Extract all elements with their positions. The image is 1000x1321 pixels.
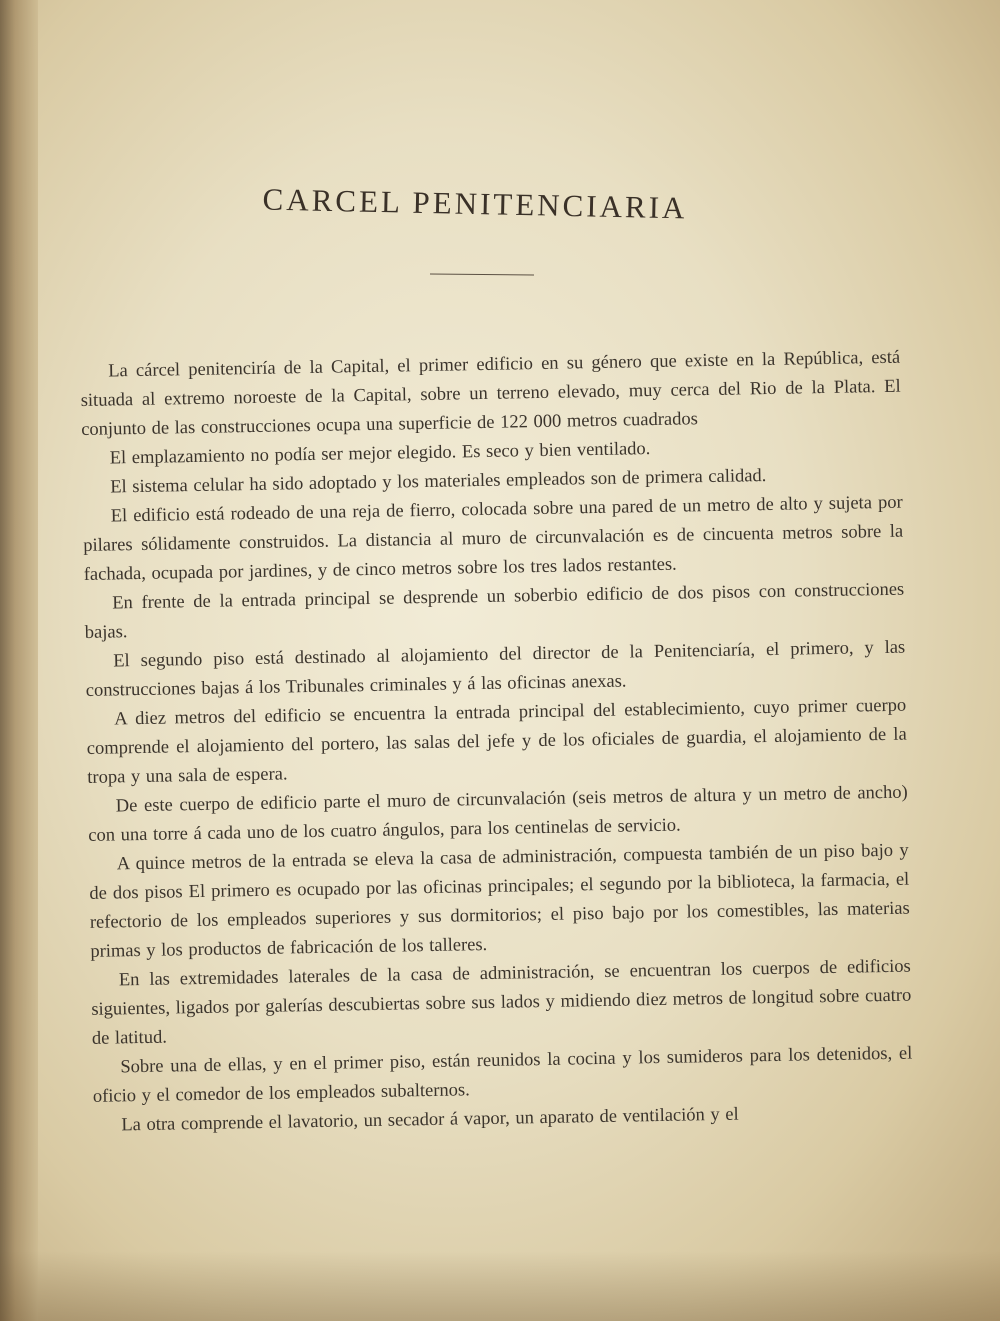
body-text (80, 344, 914, 1141)
title-divider (430, 274, 534, 276)
paragraph: En frente de la entrada principal se desprende un soberbio edificio de dos pisos con construcciones bajas. (84, 579, 905, 643)
paragraph: El emplazamiento no podía ser mejor elegido. Es seco y bien ventilado. (109, 439, 651, 469)
paragraph: En las extremidades laterales de la casa de administración, se encuentran los cuerpos de edificios siguientes, ligados por galerías descubiertas sobre sus lados y midiendo diez metros de longitud sobre cuatro de latitud. (91, 956, 912, 1049)
paragraph: El segundo piso está destinado al alojamiento del director de la Penitenciaría, el primero, y las construcciones bajas á los Tribunales criminales y á las oficinas anexas. (85, 637, 906, 701)
paragraph: La cárcel penitenciría de la Capital, el primer edificio en su género que existe en la República, está situada al extremo noroeste de la Capital, sobre un terreno elevado, muy cerca del Rio de la Plata. El conjunto de las construcciones ocupa una superficie de 122 000 metros cuadrados (80, 347, 901, 440)
paragraph: Sobre una de ellas, y en el primer piso, están reunidos la cocina y los sumideros para los detenidos, el oficio y el comedor de los empleados subalternos. (92, 1043, 913, 1107)
paragraph: La otra comprende el lavatorio, un secador á vapor, un aparato de ventilación y el (121, 1104, 739, 1136)
paragraph: A diez metros del edificio se encuentra la entrada principal del establecimiento, cuyo primer cuerpo comprende el alojamiento del portero, las salas del jefe y de los oficiales de guardia, el alojamiento de la tropa y una sala de espera. (86, 695, 907, 788)
paragraph: El sistema celular ha sido adoptado y los materiales empleados son de primera calidad. (110, 466, 767, 498)
page-title: CARCEL PENITENCIARIA (262, 181, 688, 226)
paragraph: De este cuerpo de edificio parte el muro de circunvalación (seis metros de altura y un metro de ancho) con una torre á cada uno de los cuatro ángulos, para los centinelas de servicio. (88, 782, 908, 846)
paragraph: A quince metros de la entrada se eleva la casa de administración, compuesta también de un piso bajo y de dos pisos El primero es ocupado por las oficinas principales; el segundo por la biblioteca, la farmacia, el refectorio de los empleados superiores y sus dormitorios; el piso bajo por los comestibles, las materias primas y los productos de fabricación de los talleres. (89, 840, 910, 962)
paragraph: El edificio está rodeado de una reja de fierro, colocada sobre una pared de un metro de alto y sujeta por pilares sólidamente construidos. La distancia al muro de circunvalación es de cincuenta metros sobre la fachada, ocupada por jardines, y de cinco metros sobre los tres lados restantes. (83, 492, 904, 585)
